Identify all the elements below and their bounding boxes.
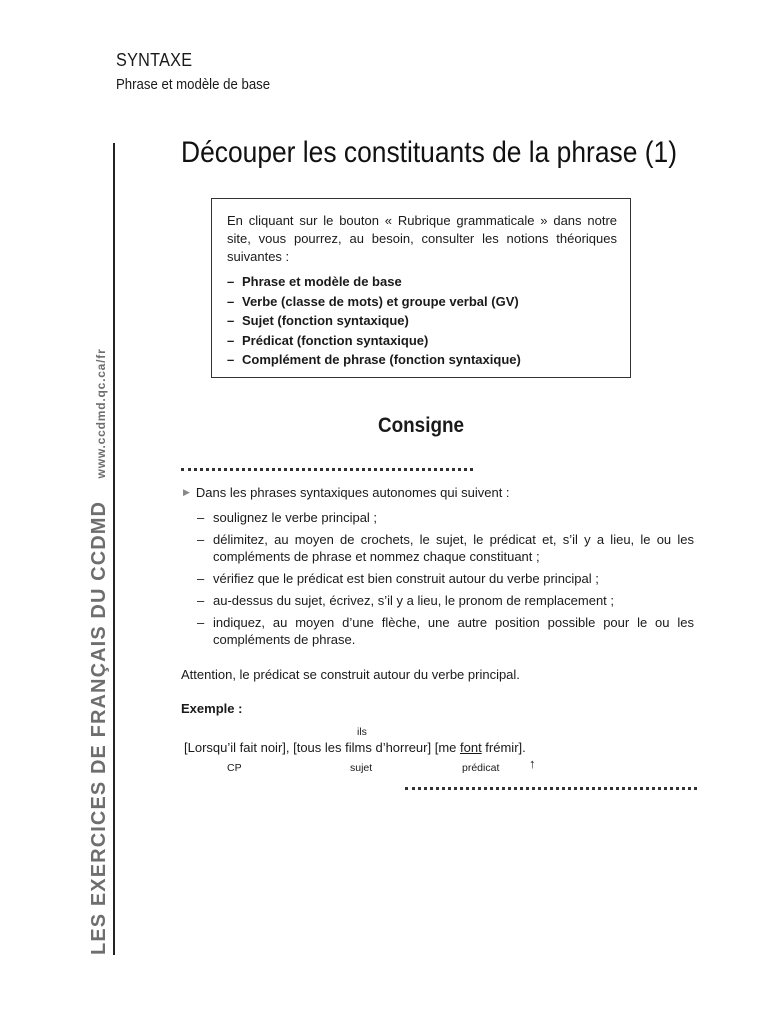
- info-item: [227, 350, 617, 370]
- example-label-sujet: sujet: [350, 762, 373, 774]
- step-text: soulignez le verbe principal ;: [213, 510, 378, 525]
- info-item-label: Prédicat (fonction syntaxique): [242, 332, 429, 348]
- info-item: [227, 292, 617, 312]
- info-item-label: Sujet (fonction syntaxique): [242, 313, 409, 328]
- dash: –: [227, 274, 235, 289]
- info-item: [227, 311, 617, 331]
- dash: –: [227, 332, 235, 348]
- sidebar-collection-title: LES EXERCICES DE FRANÇAIS DU CCDMD: [88, 500, 110, 955]
- subsection-title: Phrase et modèle de base: [116, 76, 271, 93]
- instruction: [183, 485, 510, 500]
- dotted-separator-top: [181, 468, 473, 471]
- dash: –: [227, 313, 235, 328]
- list-item: [197, 570, 694, 587]
- info-item-label: Phrase et modèle de base: [242, 274, 402, 289]
- list-item: [197, 509, 694, 526]
- step-text: délimitez, au moyen de crochets, le sujet, le prédicat et, s’il y a lieu, le ou les compléments de phrase et nommez chaque constituant ;: [213, 532, 694, 564]
- info-item-label: Complément de phrase (fonction syntaxique): [242, 352, 521, 367]
- dash: –: [197, 615, 205, 630]
- info-intro: En cliquant sur le bouton « Rubrique grammaticale » dans notre site, vous pourrez, au besoin, consulter les notions théoriques suivantes :: [227, 213, 617, 264]
- sidebar-divider: [113, 143, 115, 955]
- attention-note: Attention, le prédicat se construit autour du verbe principal.: [181, 667, 520, 682]
- page-title: Découper les constituants de la phrase (1): [181, 136, 678, 169]
- info-item: [227, 331, 617, 351]
- sidebar-url: www.ccdmd.qc.ca/fr: [94, 348, 108, 479]
- example-pronoun: ils: [357, 726, 367, 738]
- dash: –: [197, 510, 205, 525]
- dash: –: [197, 571, 205, 586]
- list-item: [197, 614, 694, 648]
- example-sentence-end: frémir].: [481, 740, 526, 755]
- dash: –: [227, 352, 235, 367]
- dash: –: [227, 293, 235, 309]
- step-text: vérifiez que le prédicat est bien construit autour du verbe principal ;: [213, 571, 599, 586]
- instruction-steps: [197, 509, 694, 653]
- instruction-text: Dans les phrases syntaxiques autonomes qui suivent :: [195, 485, 510, 500]
- example-label-predicat: prédicat: [462, 762, 500, 774]
- example-sentence-start: [Lorsqu’il fait noir], [tous les films d’horreur] [me: [184, 740, 460, 755]
- dash: –: [197, 532, 205, 547]
- consigne-heading: Consigne: [377, 414, 465, 437]
- info-box: [211, 198, 631, 378]
- list-item: [197, 592, 694, 609]
- sidebar-vertical-text: [88, 348, 111, 955]
- example-label-cp: CP: [227, 762, 242, 774]
- list-item: [197, 531, 694, 565]
- section-title: SYNTAXE: [116, 50, 193, 70]
- example-main-verb: font: [460, 740, 482, 755]
- step-text: indiquez, au moyen d’une flèche, une autre position possible pour le ou les compléments de phrase.: [213, 615, 694, 647]
- example-label: Exemple :: [181, 701, 243, 716]
- triangle-right-icon: ▶: [183, 487, 190, 497]
- up-arrow-icon: ↑: [529, 756, 536, 771]
- dotted-separator-bottom: [405, 787, 697, 790]
- dash: –: [197, 593, 205, 608]
- step-text: au-dessus du sujet, écrivez, s’il y a lieu, le pronom de remplacement ;: [213, 593, 615, 608]
- info-item: [227, 272, 617, 292]
- info-item-label: Verbe (classe de mots) et groupe verbal (GV): [242, 293, 519, 309]
- example-sentence: [184, 740, 526, 755]
